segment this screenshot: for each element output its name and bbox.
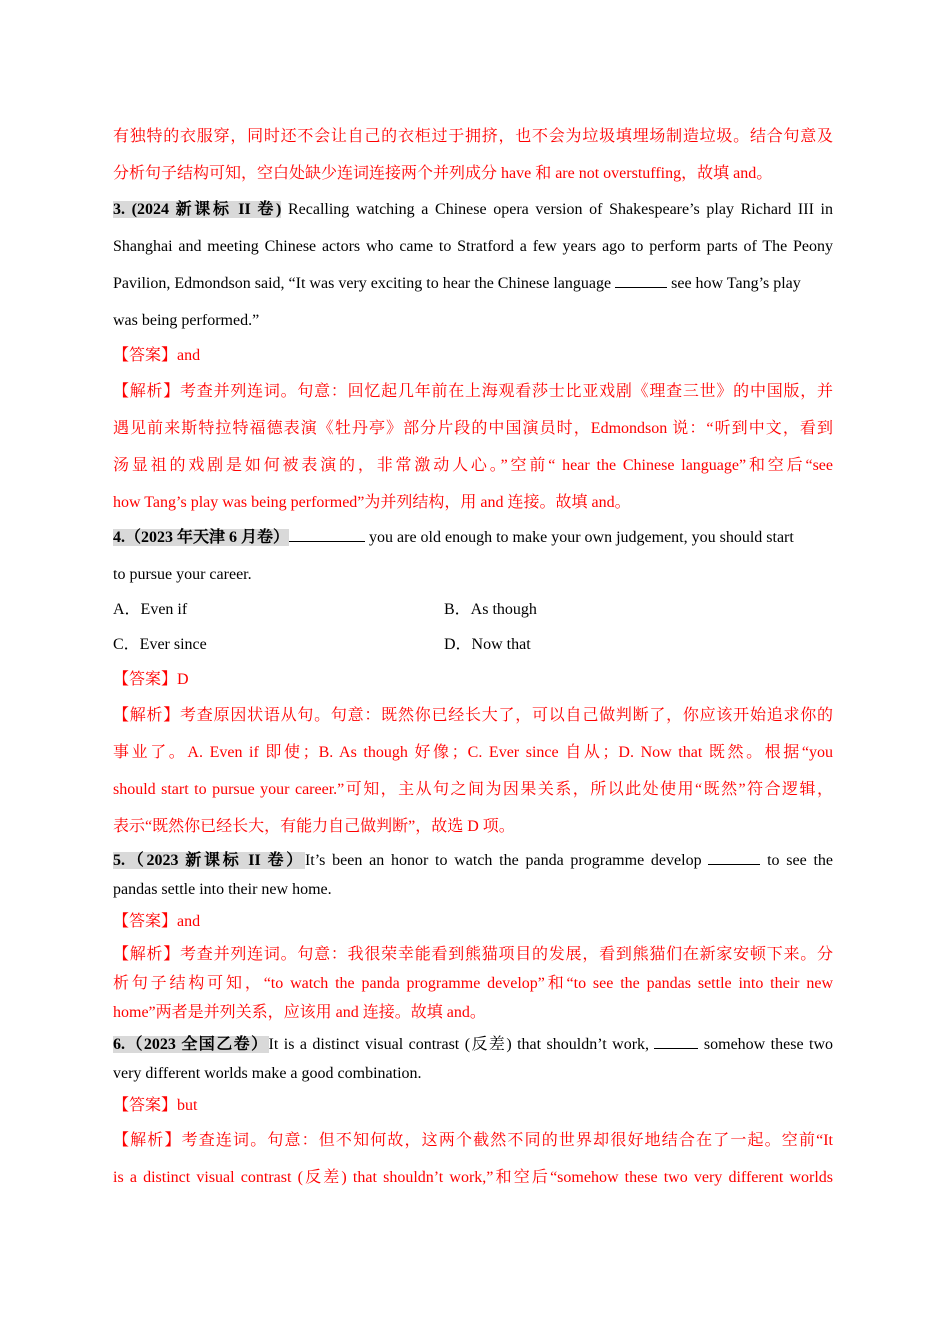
analysis-line: how Tang’s play was being performed”为并列结构，用 and 连接。故填 and。 bbox=[113, 494, 631, 511]
question-text: It is a distinct visual contrast (反差) that shouldn’t work, bbox=[268, 1036, 655, 1053]
question-3-line bbox=[113, 199, 833, 221]
question-5-line bbox=[113, 850, 833, 872]
question-text: to see the bbox=[760, 852, 833, 869]
question-4-line: to pursue your career. bbox=[113, 566, 252, 583]
analysis-line: 事业了。A. Even if 即使；B. As though 好像；C. Ever since 自从；D. Now that 既然。根据“you bbox=[113, 744, 833, 761]
question-5-line: pandas settle into their new home. bbox=[113, 881, 332, 898]
question-text: you are old enough to make your own judgement, you should start bbox=[365, 529, 794, 546]
question-4-line bbox=[113, 527, 833, 549]
question-text: see how Tang’s play bbox=[667, 275, 801, 292]
question-text: Pavilion, Edmondson said, “It was very exciting to hear the Chinese language bbox=[113, 275, 616, 292]
analysis-line: is a distinct visual contrast (反差) that shouldn’t work,”和空后“somehow these two very different worlds bbox=[113, 1169, 833, 1186]
analysis-line: should start to pursue your career.”可知，主从句之间为因果关系，所以此处使用“既然”符合逻辑， bbox=[113, 781, 833, 798]
answer-blank bbox=[708, 850, 760, 865]
question-text: Recalling watching a Chinese opera version of Shakespeare’s play Richard III in bbox=[281, 201, 833, 218]
question-3-line bbox=[113, 273, 833, 295]
question-6-line: very different worlds make a good combination. bbox=[113, 1065, 422, 1082]
question-6-line bbox=[113, 1034, 833, 1056]
analysis-line: home”两者是并列关系，应该用 and 连接。故填 and。 bbox=[113, 1004, 486, 1021]
answer-line: 【答案】and bbox=[113, 913, 201, 930]
option-d: D．Now that bbox=[444, 636, 531, 653]
answer-blank bbox=[289, 527, 365, 542]
answer-line: 【答案】and bbox=[113, 347, 201, 364]
question-source-tag: 5.（2023 新课标 II 卷） bbox=[113, 852, 305, 869]
question-3-line: Shanghai and meeting Chinese actors who came to Stratford a few years ago to perform parts of The Peony bbox=[113, 238, 833, 255]
analysis-line: 【解析】考查并列连词。句意：我很荣幸能看到熊猫项目的发展，看到熊猫们在新家安顿下来。分 bbox=[113, 946, 833, 963]
option-c: C．Ever since bbox=[113, 636, 207, 653]
option-b: B．As though bbox=[444, 601, 537, 618]
answer-blank bbox=[654, 1034, 698, 1049]
analysis-line: 【解析】考查连词。句意：但不知何故，这两个截然不同的世界却很好地结合在了一起。空前“It bbox=[113, 1132, 833, 1149]
option-a: A．Even if bbox=[113, 601, 188, 618]
answer-blank bbox=[615, 273, 667, 288]
analysis-line: 表示“既然你已经长大，有能力自己做判断”，故选 D 项。 bbox=[113, 818, 515, 835]
analysis-line: 遇见前来斯特拉特福德表演《牡丹亭》部分片段的中国演员时，Edmondson 说：“听到中文，看到 bbox=[113, 420, 833, 437]
answer-line: 【答案】D bbox=[113, 671, 189, 688]
question-text: somehow these two bbox=[698, 1036, 833, 1053]
answer-line: 【答案】but bbox=[113, 1097, 198, 1114]
question-3-line: was being performed.” bbox=[113, 312, 260, 329]
analysis-line: 【解析】考查并列连词。句意：回忆起几年前在上海观看莎士比亚戏剧《理查三世》的中国版，并 bbox=[113, 383, 833, 400]
analysis-line: 【解析】考查原因状语从句。句意：既然你已经长大了，可以自己做判断了，你应该开始追求你的 bbox=[113, 707, 833, 724]
question-source-tag: 6.（2023 全国乙卷） bbox=[113, 1036, 269, 1053]
analysis-line: 析句子结构可知，“to watch the panda programme develop”和“to see the pandas settle into their new bbox=[113, 975, 833, 992]
question-source-tag: 4.（2023 年天津 6 月卷） bbox=[113, 529, 290, 546]
question-text: It’s been an honor to watch the panda programme develop bbox=[304, 852, 709, 869]
question-source-tag: 3. (2024 新课标 II 卷) bbox=[113, 201, 282, 218]
explanation-continuation-line: 有独特的衣服穿，同时还不会让自己的衣柜过于拥挤，也不会为垃圾填埋场制造垃圾。结合句意及 bbox=[113, 128, 833, 145]
explanation-continuation-line: 分析句子结构可知，空白处缺少连词连接两个并列成分 have 和 are not overstuffing，故填 and。 bbox=[113, 165, 773, 182]
analysis-line: 汤显祖的戏剧是如何被表演的，非常激动人心。”空前“ hear the Chinese language”和空后“see bbox=[113, 457, 833, 474]
